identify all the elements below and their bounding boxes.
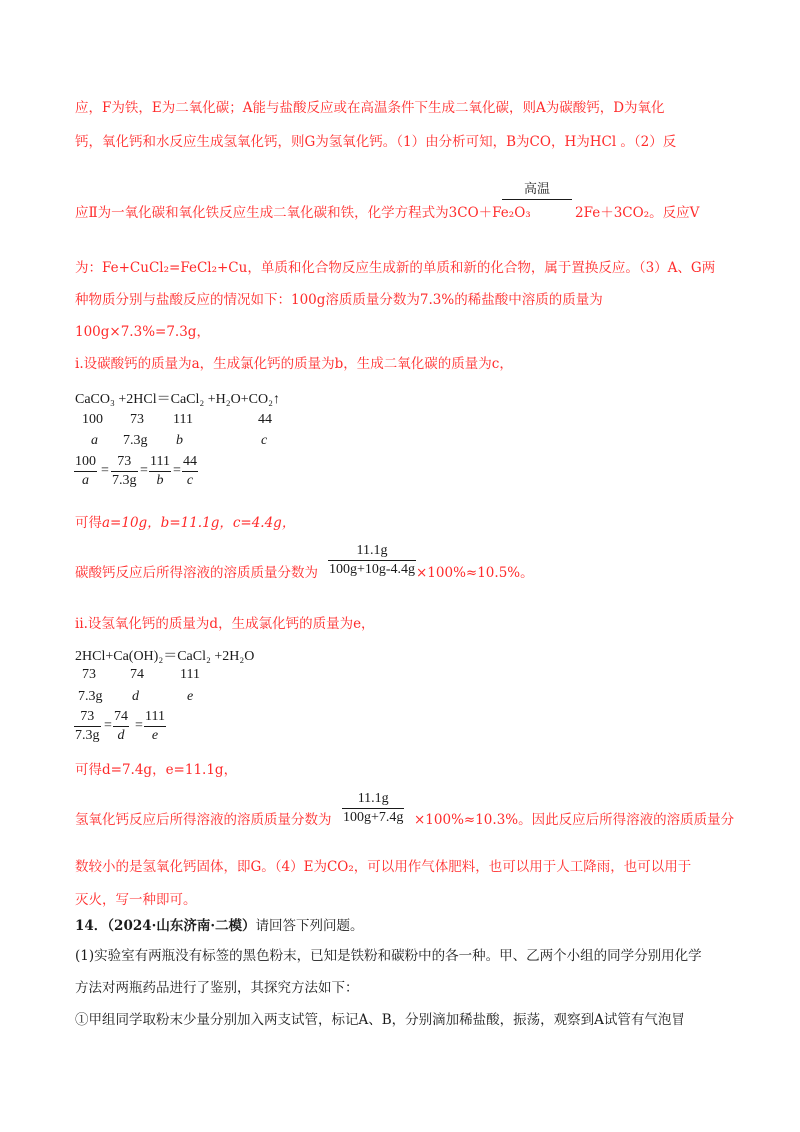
part-ii-line-last: 灭火，写一种即可。 bbox=[75, 892, 197, 908]
part-ii-intro: ⅱ.设氢氧化钙的质量为d，生成氯化钙的质量为e， bbox=[75, 616, 375, 632]
ratio-num: 44 bbox=[183, 454, 197, 469]
condition-text: 高温 bbox=[523, 182, 550, 197]
part-ii-fraction bbox=[342, 791, 404, 826]
ratio-num: 111 bbox=[150, 454, 170, 469]
result-values: a=10g，b=11.1g，c=4.4g， bbox=[102, 515, 296, 531]
ratio-num: 73 bbox=[117, 454, 132, 469]
part-i-var-b: b bbox=[176, 433, 183, 448]
ratio-equals: = bbox=[104, 718, 112, 733]
answer-line-5: 种物质分别与盐酸反应的情况如下：100g溶质质量分数为7.3%的稀盐酸中溶质的质量为 bbox=[75, 292, 603, 308]
part-ii-equation: 2HCl+Ca(OH)₂＝CaCl₂ +2H₂O bbox=[75, 649, 255, 664]
ratio-num: 111 bbox=[145, 709, 165, 724]
answer-line-3b: 2Fe＋3CO₂。反应Ⅴ bbox=[575, 205, 700, 221]
ratio-den: d bbox=[113, 726, 129, 744]
answer-line-1: 应，F为铁，E为二氧化碳；A能与盐酸反应或在高温条件下生成二氧化碳，则A为碳酸钙，D为氧化 bbox=[75, 100, 665, 116]
part-i-intro: ⅰ.设碳酸钙的质量为a，生成氯化钙的质量为b，生成二氧化碳的质量为c， bbox=[75, 356, 513, 372]
question-14-line-3: ①甲组同学取粉末少量分别加入两支试管，标记A、B，分别滴加稀盐酸，振荡，观察到A试管有气泡冒 bbox=[75, 1012, 685, 1028]
part-i-ratio-1 bbox=[74, 454, 97, 489]
fraction-num: 11.1g bbox=[357, 791, 389, 806]
part-ii-result: 可得d=7.4g，e=11.1g， bbox=[75, 762, 238, 778]
part-ii-var-hcl: 7.3g bbox=[78, 689, 103, 704]
condition-arrow-line bbox=[502, 199, 572, 200]
question-14-line-1: (1)实验室有两瓶没有标签的黑色粉末，已知是铁粉和碳粉中的各一种。甲、乙两个小组的同学分别用化学 bbox=[75, 948, 702, 964]
part-i-var-c: c bbox=[261, 433, 268, 448]
part-ii-var-e: e bbox=[187, 689, 194, 704]
question-14-line-2: 方法对两瓶药品进行了鉴别，其探究方法如下： bbox=[75, 980, 359, 996]
part-ii-mass-caoh2: 74 bbox=[130, 667, 144, 682]
part-i-equation: CaCO₃ +2HCl＝CaCl₂ +H₂O+CO₂↑ bbox=[75, 392, 280, 407]
ratio-equals: = bbox=[135, 718, 143, 733]
ratio-den: a bbox=[74, 471, 97, 489]
fraction-den: 100g+7.4g bbox=[343, 810, 404, 825]
ratio-num: 73 bbox=[80, 709, 95, 724]
ratio-den: b bbox=[149, 471, 171, 489]
part-ii-mass-hcl: 73 bbox=[82, 667, 96, 682]
part-i-fraction-suffix: ×100%≈10.5%。 bbox=[416, 565, 534, 581]
question-14-header bbox=[75, 916, 364, 936]
part-i-mass-cacl2: 111 bbox=[173, 412, 193, 427]
part-ii-var-d: d bbox=[132, 689, 139, 704]
part-i-mass-co2: 44 bbox=[258, 412, 272, 427]
ratio-den: 7.3g bbox=[112, 473, 137, 488]
part-ii-ratio-2 bbox=[113, 709, 129, 744]
part-i-fraction-prefix: 碳酸钙反应后所得溶液的溶质质量分数为 bbox=[75, 565, 318, 581]
ratio-num: 74 bbox=[114, 709, 128, 724]
part-i-var-a: a bbox=[91, 433, 98, 448]
ratio-equals: = bbox=[173, 463, 181, 478]
part-i-ratio-3 bbox=[149, 454, 171, 489]
part-i-mass-hcl: 73 bbox=[130, 412, 144, 427]
ratio-num: 100 bbox=[75, 454, 96, 469]
part-ii-fraction-suffix: ×100%≈10.3%。因此反应后所得溶液的溶质质量分 bbox=[414, 812, 735, 828]
reaction-condition bbox=[502, 178, 572, 200]
ratio-den: 7.3g bbox=[75, 728, 100, 743]
question-number: 14． bbox=[75, 918, 108, 934]
fraction-num: 11.1g bbox=[356, 543, 388, 558]
part-i-ratio-4 bbox=[182, 454, 198, 489]
question-source: （2024·山东济南·二模） bbox=[107, 918, 256, 934]
ratio-den: e bbox=[144, 726, 166, 744]
part-i-var-hcl: 7.3g bbox=[123, 433, 148, 448]
answer-line-4: 为：Fe+CuCl₂=FeCl₂+Cu，单质和化合物反应生成新的单质和新的化合物，属于置换反应。（3）A、G两 bbox=[75, 260, 716, 276]
answer-line-2: 钙，氧化钙和水反应生成氢氧化钙，则G为氢氧化钙。（1）由分析可知，B为CO，H为HCl 。（2）反 bbox=[75, 134, 677, 150]
fraction-den: 100g+10g-4.4g bbox=[329, 562, 416, 577]
part-i-result bbox=[75, 513, 295, 533]
ratio-equals: = bbox=[140, 463, 148, 478]
result-prefix: 可得 bbox=[75, 515, 102, 531]
part-ii-fraction-prefix: 氢氧化钙反应后所得溶液的溶质质量分数为 bbox=[75, 812, 332, 828]
answer-line-6: 100g×7.3%=7.3g， bbox=[75, 324, 210, 340]
part-i-mass-caco3: 100 bbox=[82, 412, 103, 427]
part-ii-mass-cacl2: 111 bbox=[180, 667, 200, 682]
ratio-equals: = bbox=[101, 463, 109, 478]
part-ii-ratio-1 bbox=[74, 709, 101, 744]
answer-line-3a: 应Ⅱ为一氧化碳和氧化铁反应生成二氧化碳和铁，化学方程式为3CO＋Fe₂O₃ bbox=[75, 205, 531, 221]
ratio-den: c bbox=[182, 471, 198, 489]
part-ii-ratio-3 bbox=[144, 709, 166, 744]
part-i-fraction bbox=[328, 543, 416, 578]
question-prompt: 请回答下列问题。 bbox=[255, 918, 364, 934]
part-ii-line-next: 数较小的是氢氧化钙固体，即G。（4）E为CO₂，可以用作气体肥料，也可以用于人工降雨，也可以用于 bbox=[75, 859, 692, 875]
part-i-ratio-2 bbox=[111, 454, 138, 489]
